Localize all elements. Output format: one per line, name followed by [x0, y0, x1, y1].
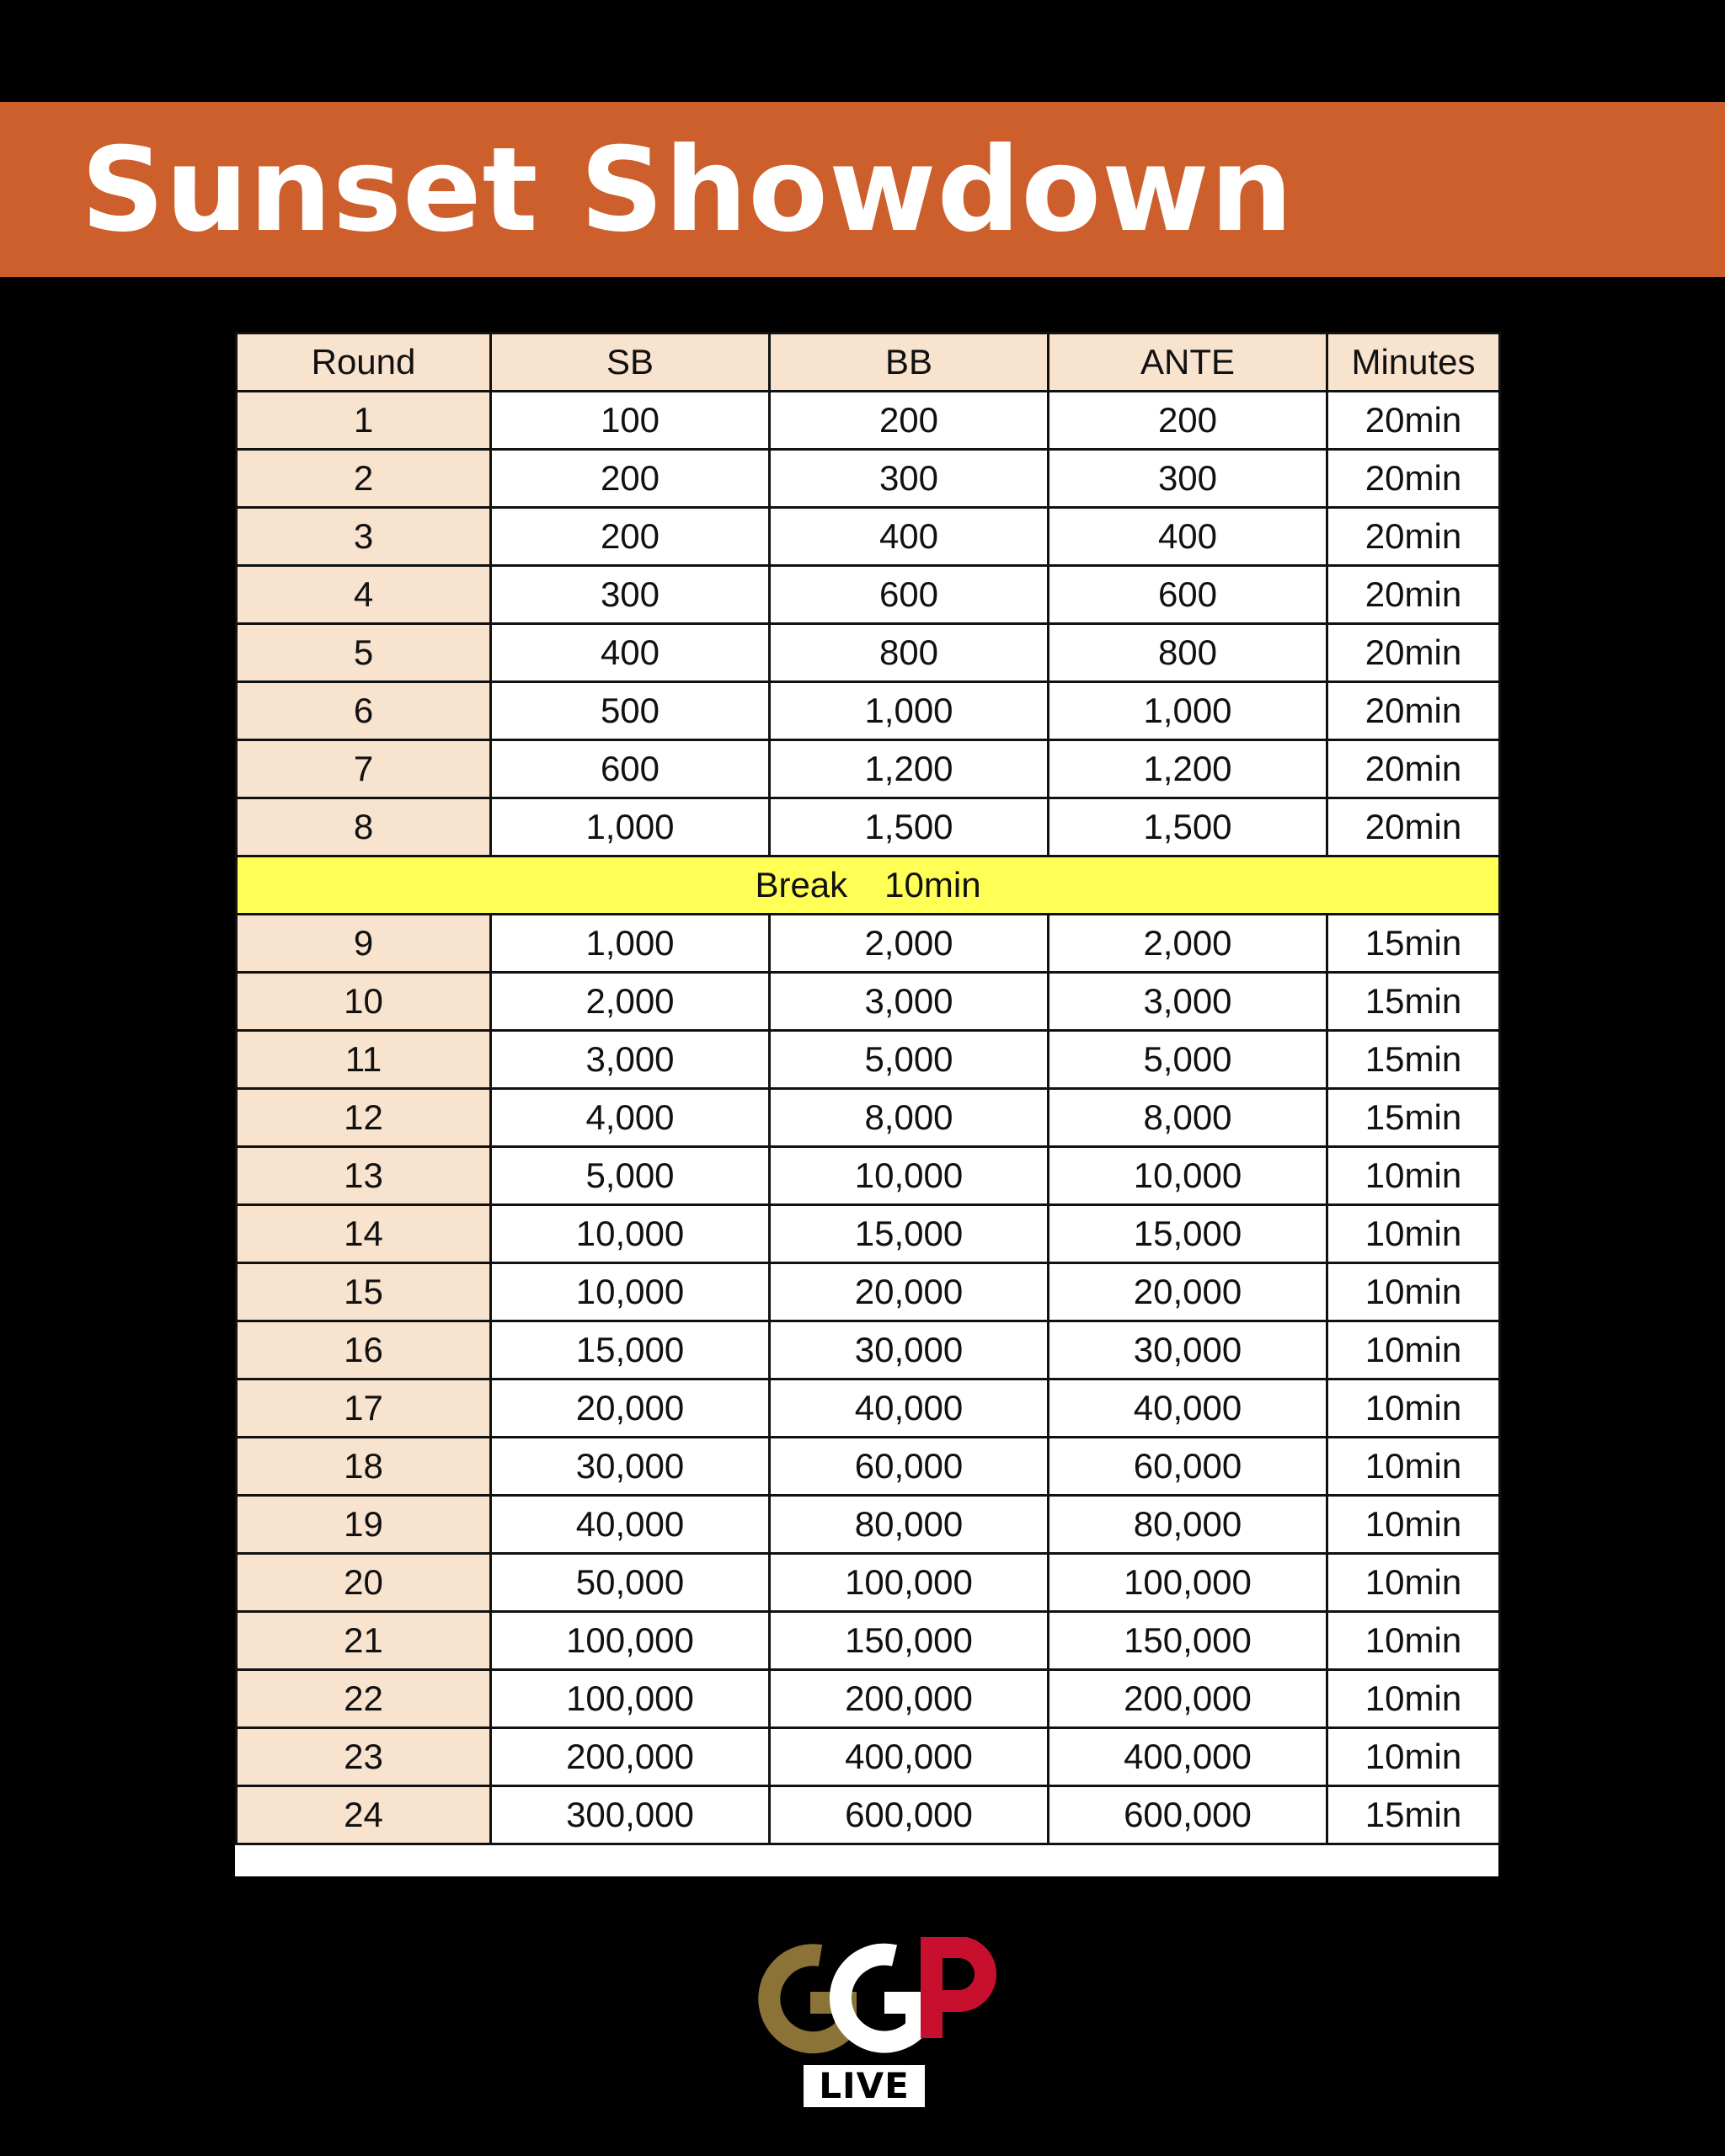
- cell-ante: 200: [1049, 392, 1327, 450]
- cell-ante: 400,000: [1049, 1728, 1327, 1786]
- table-row: [237, 1786, 1500, 1844]
- table-row: [237, 566, 1500, 624]
- table-row: [237, 1321, 1500, 1380]
- cell-sb: 30,000: [491, 1438, 770, 1496]
- title-banner: [0, 102, 1725, 277]
- cell-ante: 300: [1049, 450, 1327, 508]
- cell-ante: 15,000: [1049, 1205, 1327, 1263]
- cell-minutes: 10min: [1327, 1147, 1500, 1205]
- live-badge: [804, 2065, 925, 2107]
- cell-sb: 40,000: [491, 1496, 770, 1554]
- cell-minutes: 20min: [1327, 508, 1500, 566]
- cell-round: 19: [237, 1496, 491, 1554]
- break-duration: 10min: [884, 865, 981, 905]
- cell-minutes: 10min: [1327, 1728, 1500, 1786]
- cell-bb: 100,000: [770, 1554, 1049, 1612]
- header-minutes: Minutes: [1327, 334, 1500, 392]
- table-row: [237, 508, 1500, 566]
- cell-minutes: 15min: [1327, 1786, 1500, 1844]
- cell-sb: 200,000: [491, 1728, 770, 1786]
- cell-round: 3: [237, 508, 491, 566]
- cell-bb: 400: [770, 508, 1049, 566]
- break-label: Break: [755, 865, 848, 905]
- cell-sb: 1,000: [491, 798, 770, 857]
- cell-round: 18: [237, 1438, 491, 1496]
- cell-round: 23: [237, 1728, 491, 1786]
- table-row: [237, 740, 1500, 798]
- table-row: [237, 1496, 1500, 1554]
- cell-round: 14: [237, 1205, 491, 1263]
- cell-minutes: 20min: [1327, 682, 1500, 740]
- live-badge-label: LIVE: [819, 2065, 910, 2106]
- cell-ante: 8,000: [1049, 1089, 1327, 1147]
- cell-ante: 1,500: [1049, 798, 1327, 857]
- cell-sb: 10,000: [491, 1205, 770, 1263]
- cell-round: 7: [237, 740, 491, 798]
- cell-ante: 1,000: [1049, 682, 1327, 740]
- cell-minutes: 10min: [1327, 1670, 1500, 1728]
- cell-ante: 600,000: [1049, 1786, 1327, 1844]
- cell-bb: 80,000: [770, 1496, 1049, 1554]
- cell-round: 10: [237, 973, 491, 1031]
- cell-bb: 600: [770, 566, 1049, 624]
- cell-minutes: 20min: [1327, 392, 1500, 450]
- cell-round: 11: [237, 1031, 491, 1089]
- cell-sb: 200: [491, 450, 770, 508]
- cell-ante: 30,000: [1049, 1321, 1327, 1380]
- header-ante: ANTE: [1049, 334, 1327, 392]
- table-row: [237, 1380, 1500, 1438]
- cell-bb: 40,000: [770, 1380, 1049, 1438]
- cell-bb: 1,000: [770, 682, 1049, 740]
- break-row: [237, 857, 1500, 915]
- cell-sb: 200: [491, 508, 770, 566]
- cell-ante: 60,000: [1049, 1438, 1327, 1496]
- table-row: [237, 1438, 1500, 1496]
- cell-minutes: 20min: [1327, 798, 1500, 857]
- cell-sb: 100,000: [491, 1670, 770, 1728]
- table-header-row: [237, 334, 1500, 392]
- cell-bb: 200: [770, 392, 1049, 450]
- cell-ante: 80,000: [1049, 1496, 1327, 1554]
- table-row: [237, 1728, 1500, 1786]
- cell-ante: 2,000: [1049, 915, 1327, 973]
- logo-p-mark: [932, 1947, 985, 2038]
- table-row: [237, 1612, 1500, 1670]
- cell-round: 24: [237, 1786, 491, 1844]
- cell-round: 21: [237, 1612, 491, 1670]
- table-row: [237, 682, 1500, 740]
- cell-bb: 5,000: [770, 1031, 1049, 1089]
- cell-minutes: 15min: [1327, 1089, 1500, 1147]
- cell-minutes: 20min: [1327, 740, 1500, 798]
- cell-sb: 1,000: [491, 915, 770, 973]
- cell-ante: 1,200: [1049, 740, 1327, 798]
- cell-round: 6: [237, 682, 491, 740]
- cell-sb: 300: [491, 566, 770, 624]
- cell-bb: 600,000: [770, 1786, 1049, 1844]
- cell-bb: 30,000: [770, 1321, 1049, 1380]
- cell-ante: 40,000: [1049, 1380, 1327, 1438]
- blind-structure-table: [235, 332, 1501, 1845]
- table-row: [237, 1205, 1500, 1263]
- cell-minutes: 20min: [1327, 566, 1500, 624]
- cell-bb: 60,000: [770, 1438, 1049, 1496]
- cell-sb: 50,000: [491, 1554, 770, 1612]
- cell-ante: 3,000: [1049, 973, 1327, 1031]
- cell-round: 15: [237, 1263, 491, 1321]
- cell-ante: 400: [1049, 508, 1327, 566]
- cell-sb: 300,000: [491, 1786, 770, 1844]
- cell-sb: 4,000: [491, 1089, 770, 1147]
- cell-round: 8: [237, 798, 491, 857]
- cell-minutes: 15min: [1327, 973, 1500, 1031]
- cell-sb: 3,000: [491, 1031, 770, 1089]
- table-body: [237, 392, 1500, 1844]
- cell-bb: 800: [770, 624, 1049, 682]
- page-title: Sunset Showdown: [81, 122, 1294, 258]
- cell-ante: 200,000: [1049, 1670, 1327, 1728]
- cell-bb: 8,000: [770, 1089, 1049, 1147]
- cell-minutes: 20min: [1327, 624, 1500, 682]
- table-row: [237, 915, 1500, 973]
- cell-round: 5: [237, 624, 491, 682]
- table-row: [237, 624, 1500, 682]
- cell-round: 13: [237, 1147, 491, 1205]
- cell-round: 12: [237, 1089, 491, 1147]
- cell-ante: 800: [1049, 624, 1327, 682]
- cell-round: 17: [237, 1380, 491, 1438]
- cell-bb: 15,000: [770, 1205, 1049, 1263]
- cell-bb: 150,000: [770, 1612, 1049, 1670]
- table-row: [237, 450, 1500, 508]
- cell-minutes: 10min: [1327, 1554, 1500, 1612]
- cell-bb: 300: [770, 450, 1049, 508]
- cell-sb: 15,000: [491, 1321, 770, 1380]
- cell-round: 20: [237, 1554, 491, 1612]
- cell-round: 16: [237, 1321, 491, 1380]
- cell-ante: 20,000: [1049, 1263, 1327, 1321]
- cell-minutes: 15min: [1327, 915, 1500, 973]
- cell-minutes: 10min: [1327, 1263, 1500, 1321]
- table-row: [237, 1147, 1500, 1205]
- cell-minutes: 20min: [1327, 450, 1500, 508]
- cell-round: 4: [237, 566, 491, 624]
- cell-ante: 5,000: [1049, 1031, 1327, 1089]
- header-round: Round: [237, 334, 491, 392]
- cell-minutes: 10min: [1327, 1612, 1500, 1670]
- cell-bb: 1,200: [770, 740, 1049, 798]
- cell-bb: 400,000: [770, 1728, 1049, 1786]
- blind-structure-table-wrap: [235, 332, 1498, 1876]
- cell-round: 2: [237, 450, 491, 508]
- cell-sb: 2,000: [491, 973, 770, 1031]
- cell-bb: 2,000: [770, 915, 1049, 973]
- cell-ante: 100,000: [1049, 1554, 1327, 1612]
- break-cell: [237, 857, 1500, 915]
- table-row: [237, 1554, 1500, 1612]
- cell-minutes: 10min: [1327, 1438, 1500, 1496]
- cell-sb: 600: [491, 740, 770, 798]
- cell-ante: 150,000: [1049, 1612, 1327, 1670]
- table-row: [237, 1089, 1500, 1147]
- cell-round: 1: [237, 392, 491, 450]
- table-row: [237, 1031, 1500, 1089]
- table-row: [237, 973, 1500, 1031]
- header-bb: BB: [770, 334, 1049, 392]
- cell-sb: 100,000: [491, 1612, 770, 1670]
- cell-minutes: 10min: [1327, 1321, 1500, 1380]
- table-row: [237, 1670, 1500, 1728]
- cell-bb: 3,000: [770, 973, 1049, 1031]
- cell-sb: 5,000: [491, 1147, 770, 1205]
- cell-round: 22: [237, 1670, 491, 1728]
- cell-sb: 10,000: [491, 1263, 770, 1321]
- header-sb: SB: [491, 334, 770, 392]
- cell-bb: 200,000: [770, 1670, 1049, 1728]
- cell-minutes: 10min: [1327, 1496, 1500, 1554]
- cell-ante: 600: [1049, 566, 1327, 624]
- cell-bb: 20,000: [770, 1263, 1049, 1321]
- cell-minutes: 15min: [1327, 1031, 1500, 1089]
- table-row: [237, 1263, 1500, 1321]
- cell-bb: 10,000: [770, 1147, 1049, 1205]
- cell-sb: 500: [491, 682, 770, 740]
- cell-bb: 1,500: [770, 798, 1049, 857]
- table-row: [237, 392, 1500, 450]
- cell-sb: 20,000: [491, 1380, 770, 1438]
- table-row: [237, 798, 1500, 857]
- cell-sb: 400: [491, 624, 770, 682]
- cell-sb: 100: [491, 392, 770, 450]
- cell-minutes: 10min: [1327, 1380, 1500, 1438]
- cell-ante: 10,000: [1049, 1147, 1327, 1205]
- cell-minutes: 10min: [1327, 1205, 1500, 1263]
- cell-round: 9: [237, 915, 491, 973]
